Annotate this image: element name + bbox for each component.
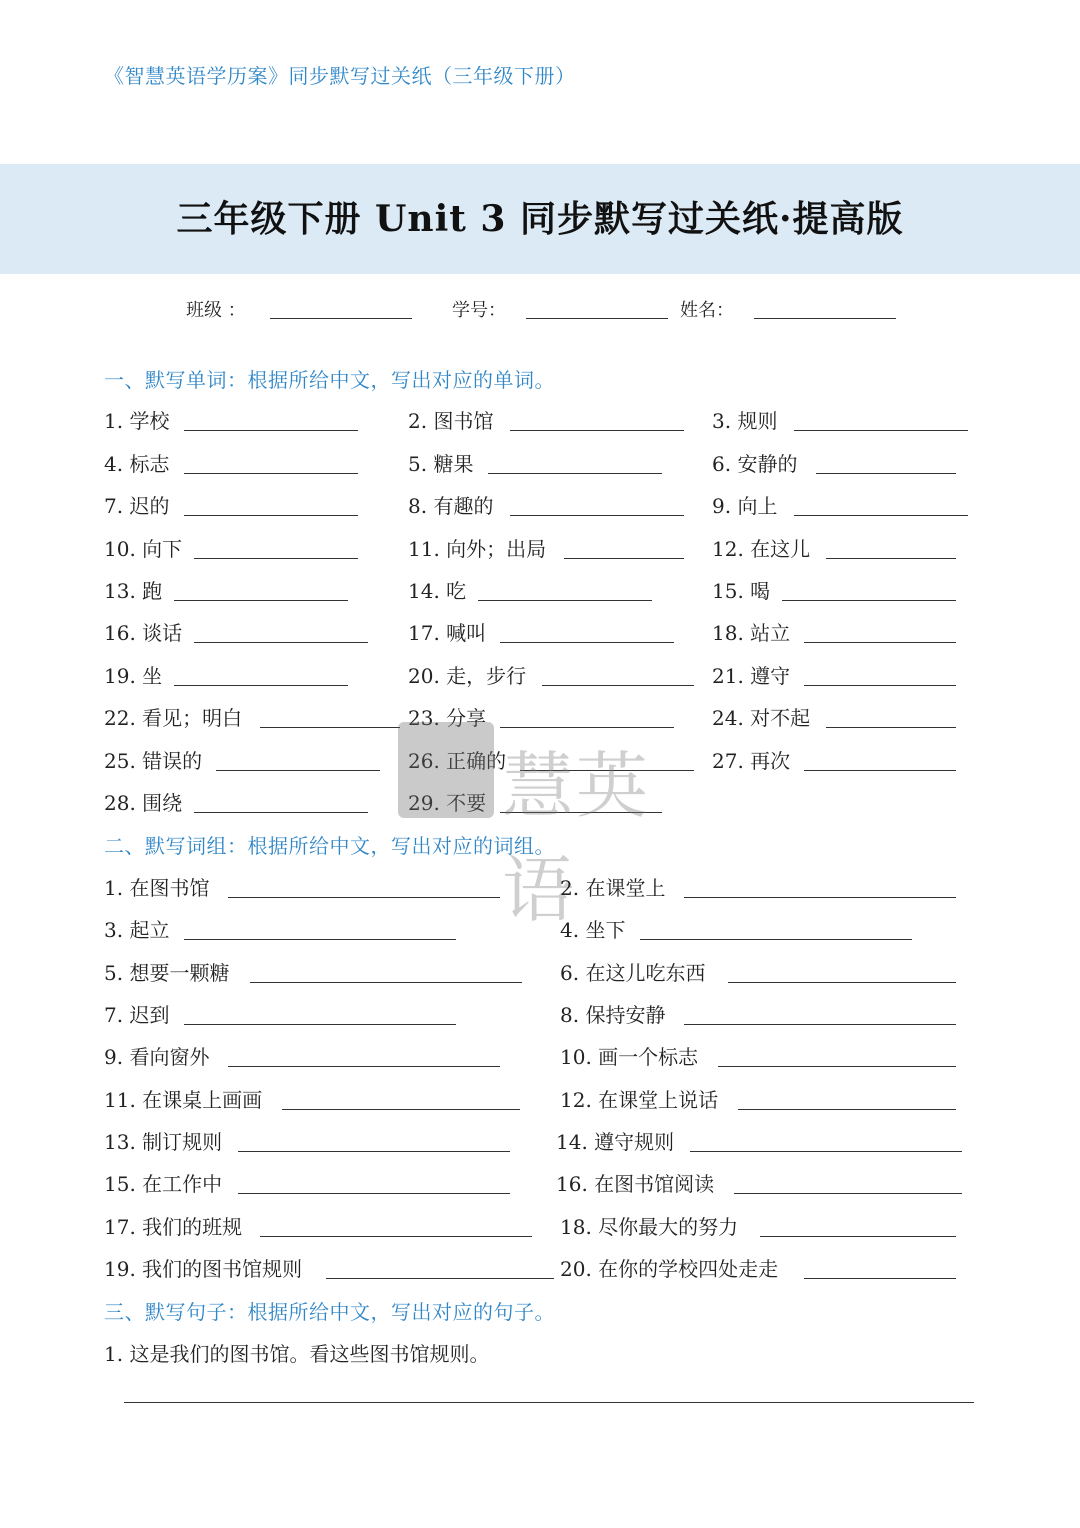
phrase-blank[interactable]: [260, 1236, 532, 1237]
phrase-item: 20. 在你的学校四处走走: [560, 1257, 779, 1281]
section-2-title: 二、默写词组：根据所给中文，写出对应的词组。: [104, 834, 555, 858]
phrase-blank[interactable]: [738, 1109, 956, 1110]
word-blank[interactable]: [478, 600, 652, 601]
word-blank[interactable]: [500, 727, 674, 728]
word-item: 15. 喝: [712, 579, 771, 603]
phrase-item: 3. 起立: [104, 918, 170, 942]
word-blank[interactable]: [194, 812, 368, 813]
phrase-blank[interactable]: [718, 1066, 956, 1067]
section-3-title: 三、默写句子：根据所给中文，写出对应的句子。: [104, 1300, 555, 1324]
phrase-item: 1. 在图书馆: [104, 876, 210, 900]
word-item: 9. 向上: [712, 494, 778, 518]
watermark-text: 慧英语: [502, 744, 651, 932]
word-blank[interactable]: [794, 515, 968, 516]
number-field[interactable]: [526, 318, 668, 319]
phrase-blank[interactable]: [184, 1024, 456, 1025]
phrase-blank[interactable]: [640, 939, 912, 940]
word-item: 22. 看见；明白: [104, 706, 243, 730]
class-label: 班级 ：: [186, 300, 246, 321]
phrase-item: 15. 在工作中: [104, 1172, 223, 1196]
word-item: 11. 向外；出局: [408, 537, 547, 561]
word-blank[interactable]: [542, 685, 694, 686]
phrase-item: 10. 画一个标志: [560, 1045, 699, 1069]
word-item: 20. 走，步行: [408, 664, 527, 688]
word-item: 14. 吃: [408, 579, 467, 603]
name-field[interactable]: [754, 318, 896, 319]
word-blank[interactable]: [794, 430, 968, 431]
word-blank[interactable]: [826, 727, 956, 728]
phrase-item: 5. 想要一颗糖: [104, 961, 230, 985]
word-blank[interactable]: [216, 770, 380, 771]
number-label: 学号：: [452, 300, 506, 321]
word-item: 8. 有趣的: [408, 494, 494, 518]
word-blank[interactable]: [500, 812, 662, 813]
word-blank[interactable]: [782, 600, 956, 601]
word-blank[interactable]: [194, 558, 358, 559]
word-blank[interactable]: [184, 473, 358, 474]
phrase-item: 2. 在课堂上: [560, 876, 666, 900]
phrase-blank[interactable]: [282, 1109, 520, 1110]
phrase-blank[interactable]: [250, 982, 522, 983]
phrase-blank[interactable]: [184, 939, 456, 940]
word-item: 16. 谈话: [104, 621, 183, 645]
word-blank[interactable]: [826, 558, 956, 559]
word-item: 26. 正确的: [408, 749, 507, 773]
word-blank[interactable]: [194, 642, 368, 643]
phrase-item: 18. 尽你最大的努力: [560, 1215, 739, 1239]
phrase-item: 9. 看向窗外: [104, 1045, 210, 1069]
sentence-blank[interactable]: [124, 1402, 974, 1403]
word-blank[interactable]: [816, 473, 956, 474]
word-blank[interactable]: [184, 515, 358, 516]
phrase-item: 11. 在课桌上画画: [104, 1088, 263, 1112]
phrase-item: 8. 保持安静: [560, 1003, 666, 1027]
phrase-blank[interactable]: [238, 1151, 510, 1152]
word-blank[interactable]: [804, 770, 956, 771]
phrase-item: 12. 在课堂上说话: [560, 1088, 719, 1112]
phrase-blank[interactable]: [228, 1066, 500, 1067]
word-blank[interactable]: [260, 727, 400, 728]
word-item: 24. 对不起: [712, 706, 811, 730]
word-item: 27. 再次: [712, 749, 791, 773]
student-info-row: [0, 292, 1080, 328]
phrase-item: 14. 遵守规则: [556, 1130, 675, 1154]
word-blank[interactable]: [174, 600, 348, 601]
word-item: 12. 在这儿: [712, 537, 811, 561]
phrase-blank[interactable]: [684, 897, 956, 898]
word-item: 17. 喊叫: [408, 621, 487, 645]
word-blank[interactable]: [510, 515, 684, 516]
word-item: 6. 安静的: [712, 452, 798, 476]
phrase-item: 6. 在这儿吃东西: [560, 961, 706, 985]
word-item: 13. 跑: [104, 579, 163, 603]
word-item: 5. 糖果: [408, 452, 474, 476]
word-item: 18. 站立: [712, 621, 791, 645]
word-blank[interactable]: [174, 685, 348, 686]
phrase-item: 17. 我们的班规: [104, 1215, 243, 1239]
phrase-item: 7. 迟到: [104, 1003, 170, 1027]
class-field[interactable]: [270, 318, 412, 319]
phrase-item: 13. 制订规则: [104, 1130, 223, 1154]
word-item: 29. 不要: [408, 791, 487, 815]
word-blank[interactable]: [184, 430, 358, 431]
phrase-blank[interactable]: [804, 1278, 956, 1279]
word-item: 7. 迟的: [104, 494, 170, 518]
phrase-item: 4. 坐下: [560, 918, 626, 942]
header-note: 《智慧英语学历案》同步默写过关纸（三年级下册）: [104, 64, 576, 88]
sentence-item: 1. 这是我们的图书馆。看这些图书馆规则。: [104, 1342, 490, 1366]
name-label: 姓名：: [680, 300, 734, 321]
word-blank[interactable]: [564, 558, 684, 559]
word-item: 19. 坐: [104, 664, 163, 688]
phrase-blank[interactable]: [728, 982, 956, 983]
word-item: 4. 标志: [104, 452, 170, 476]
word-item: 25. 错误的: [104, 749, 203, 773]
word-blank[interactable]: [510, 430, 684, 431]
word-item: 2. 图书馆: [408, 409, 494, 433]
word-item: 10. 向下: [104, 537, 183, 561]
word-item: 1. 学校: [104, 409, 170, 433]
phrase-blank[interactable]: [734, 1193, 962, 1194]
word-item: 3. 规则: [712, 409, 778, 433]
phrase-blank[interactable]: [326, 1278, 554, 1279]
word-blank[interactable]: [804, 642, 956, 643]
word-blank[interactable]: [804, 685, 956, 686]
word-blank[interactable]: [488, 473, 662, 474]
word-blank[interactable]: [520, 770, 694, 771]
phrase-blank[interactable]: [238, 1193, 510, 1194]
phrase-item: 16. 在图书馆阅读: [556, 1172, 715, 1196]
title-band: [0, 164, 1080, 274]
word-item: 28. 围绕: [104, 791, 183, 815]
phrase-blank[interactable]: [690, 1151, 962, 1152]
section-1-title: 一、默写单词：根据所给中文，写出对应的单词。: [104, 368, 555, 392]
phrase-blank[interactable]: [760, 1236, 956, 1237]
page-title: 三年级下册 Unit 3 同步默写过关纸·提高版: [176, 198, 904, 240]
phrase-item: 19. 我们的图书馆规则: [104, 1257, 303, 1281]
word-item: 21. 遵守: [712, 664, 791, 688]
word-blank[interactable]: [500, 642, 674, 643]
phrase-blank[interactable]: [684, 1024, 956, 1025]
word-item: 23. 分享: [408, 706, 487, 730]
phrase-blank[interactable]: [228, 897, 500, 898]
